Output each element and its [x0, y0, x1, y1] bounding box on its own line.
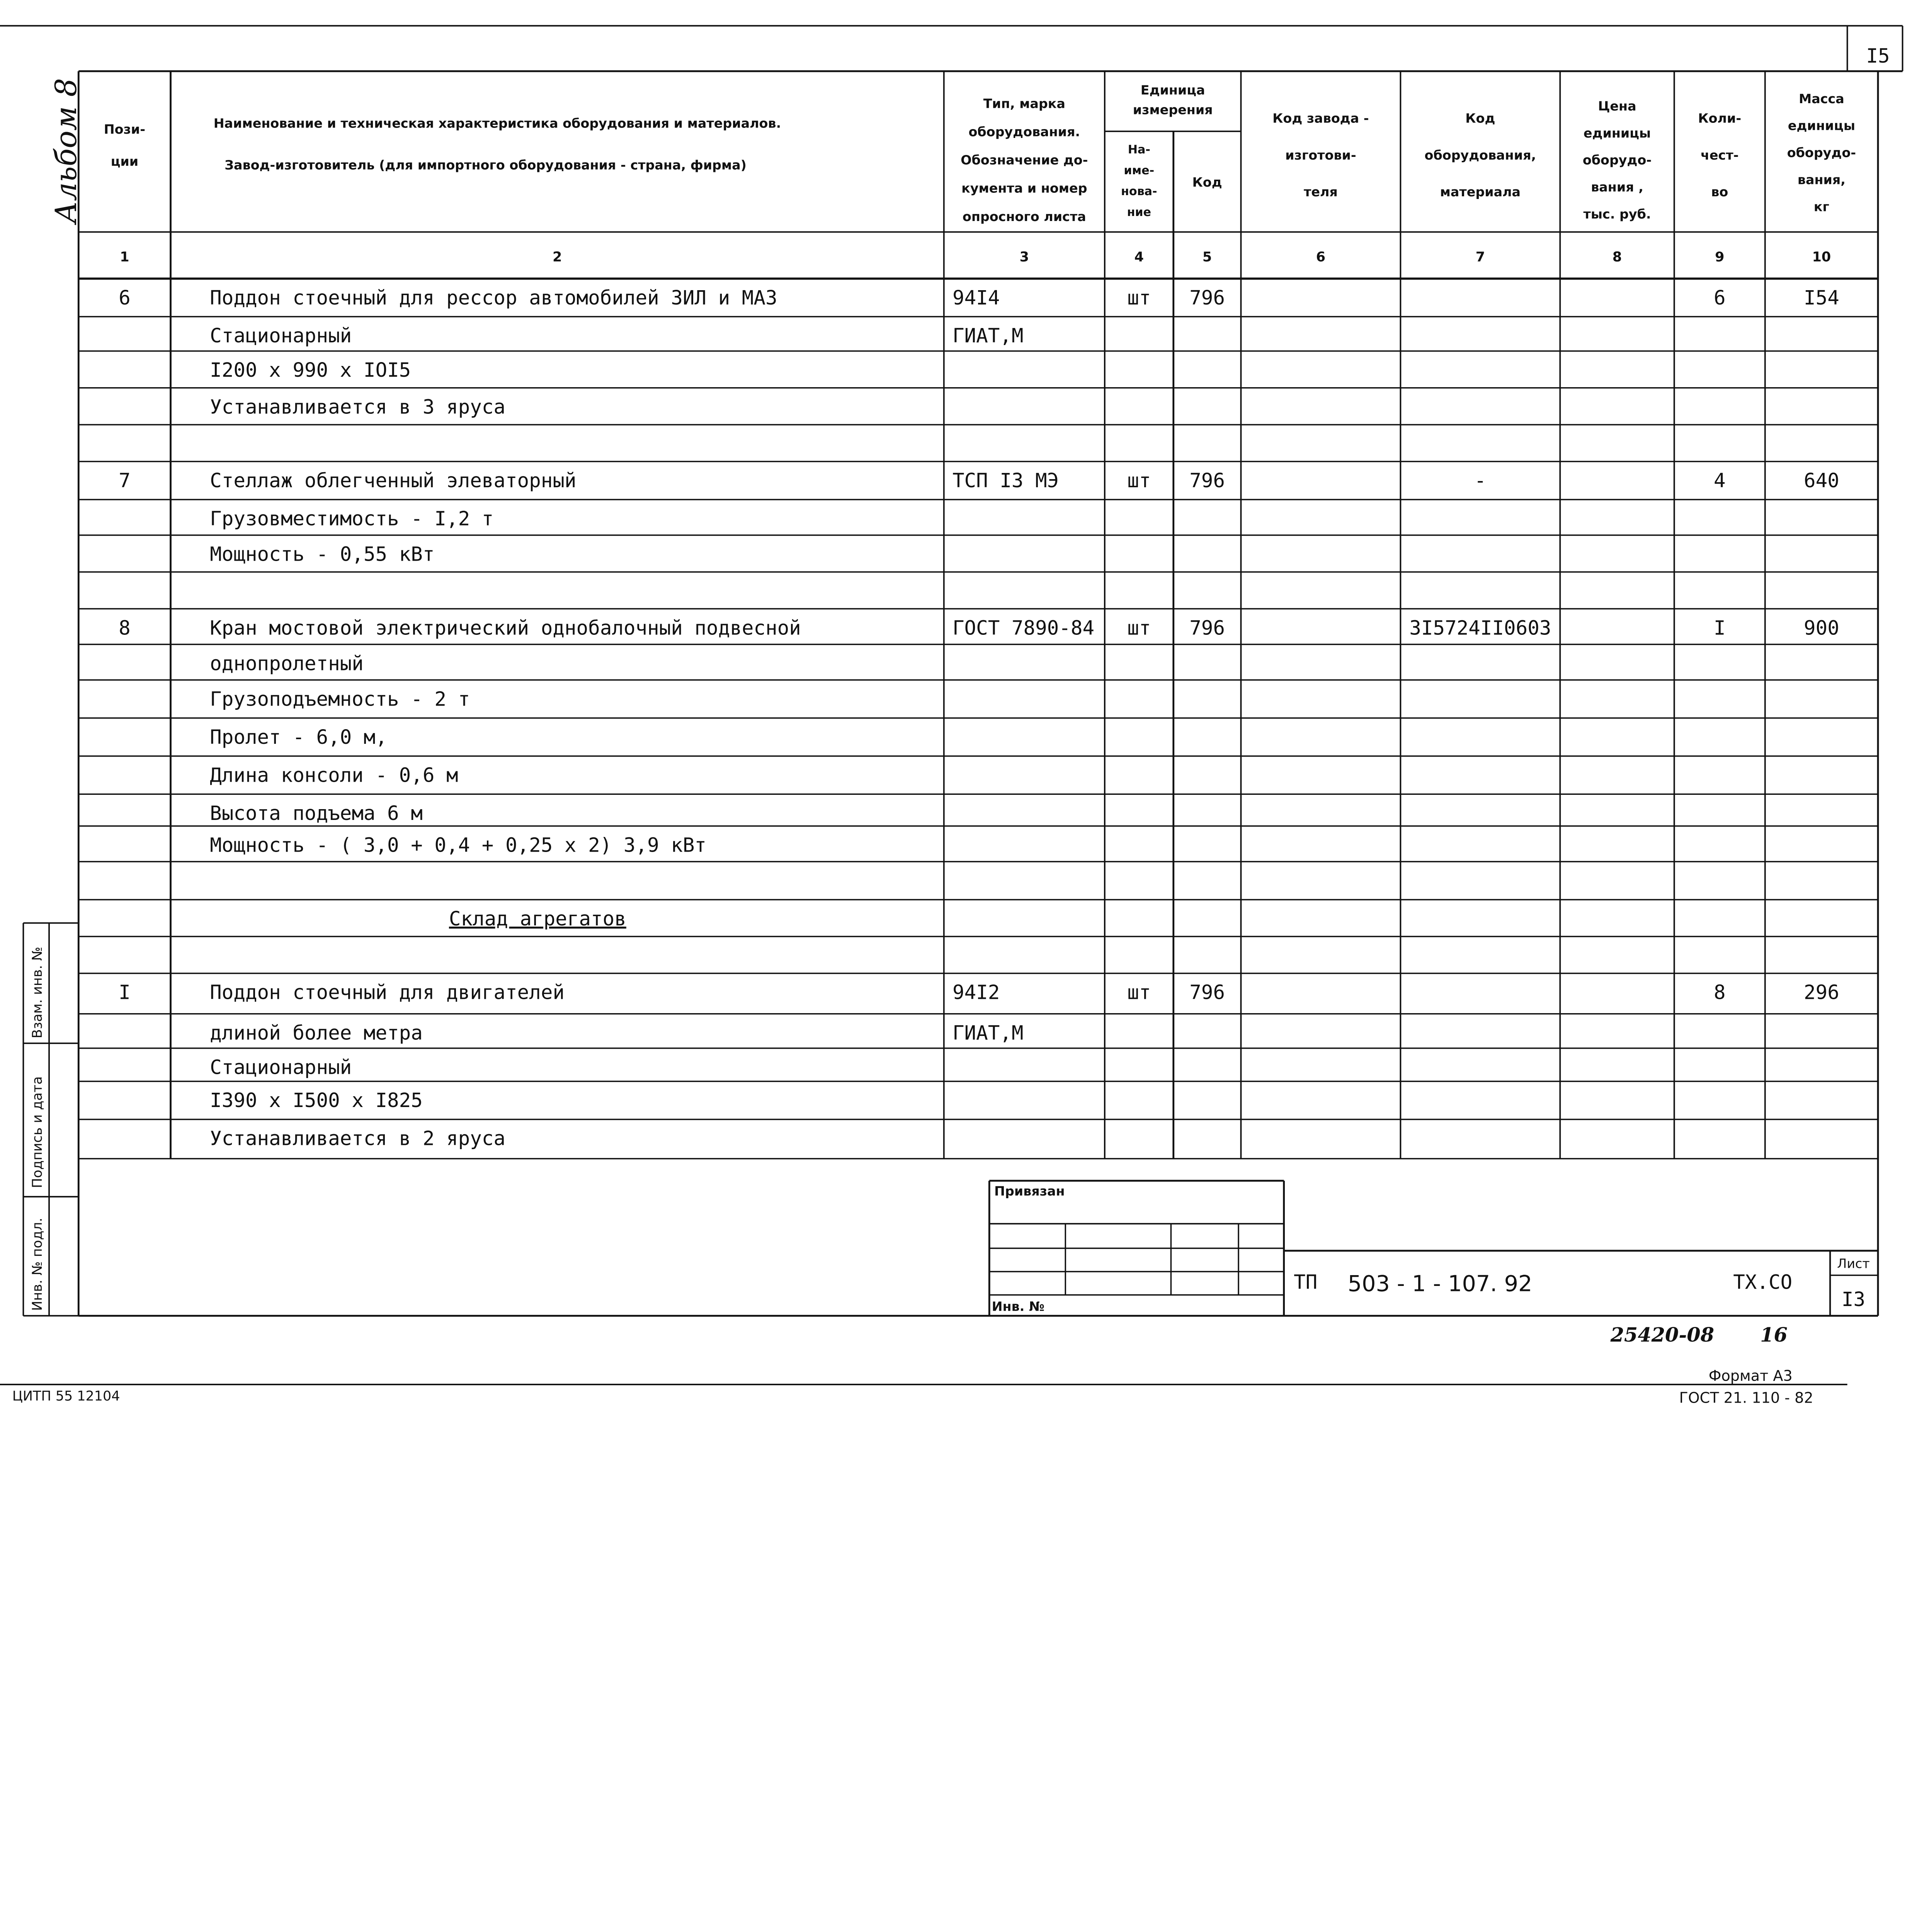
replaced-inv-stamp: Взам. инв. № [30, 947, 46, 1039]
column-number: 6 [1316, 249, 1326, 265]
bound-label: Привязан [994, 1183, 1065, 1199]
row-unit-code: 796 [1189, 981, 1225, 1004]
row-name: Высота подъема 6 м [210, 801, 423, 825]
title-block [989, 1181, 1878, 1316]
row-mass: 640 [1804, 469, 1839, 492]
header-col4: ние [1127, 206, 1152, 219]
doc-number: 503 - 1 - 107. 92 [1347, 1271, 1533, 1297]
row-unit-code: 796 [1189, 616, 1225, 639]
header-col2: Завод-изготовитель (для импортного оборудования - страна, фирма) [225, 157, 747, 173]
sheet-number: I3 [1841, 1287, 1866, 1311]
header-col3: Тип, марка [983, 96, 1065, 111]
row-name: I200 x 990 x IOI5 [210, 359, 411, 382]
row-mass: I54 [1804, 286, 1839, 309]
column-number: 3 [1019, 249, 1029, 265]
header-col4: нова- [1121, 185, 1157, 199]
row-unit-code: 796 [1189, 469, 1225, 492]
row-name: I390 x I500 x I825 [210, 1089, 423, 1112]
header-col8: единицы [1583, 125, 1651, 141]
header-col10: Масса [1799, 91, 1844, 106]
row-unit-code: 796 [1189, 286, 1225, 309]
format-label: Формат А3 [1708, 1367, 1793, 1384]
header-col1: Пози- [104, 122, 146, 137]
row-name: Устанавливается в 3 яруса [210, 395, 505, 418]
header-col8: оборудо- [1582, 152, 1652, 168]
header-col9: Коли- [1698, 111, 1742, 126]
row-name: Грузовместимость - I,2 т [210, 507, 494, 530]
header-col6: изготови- [1285, 147, 1356, 163]
header-col10: кг [1813, 199, 1829, 214]
row-name: Мощность - ( 3,0 + 0,4 + 0,25 x 2) 3,9 кВт [210, 833, 707, 857]
row-quantity: 6 [1713, 286, 1726, 309]
archive-number: 25420-08 [1610, 1323, 1715, 1346]
header-unit_group: Единица [1140, 82, 1205, 98]
row-type: ТСП I3 МЭ [952, 469, 1059, 492]
sign-date-stamp: Подпись и дата [30, 1076, 46, 1188]
header-col10: оборудо- [1787, 145, 1856, 160]
row-equipment-code: 3I5724II0603 [1409, 616, 1551, 639]
row-unit: шт [1127, 981, 1151, 1004]
header-col3: Обозначение до- [961, 152, 1088, 168]
row-mass: 900 [1804, 616, 1839, 639]
column-number: 8 [1612, 249, 1622, 265]
row-quantity: I [1713, 616, 1726, 639]
header-col1: ции [111, 153, 139, 169]
column-number: 4 [1134, 249, 1144, 265]
row-quantity: 8 [1713, 981, 1726, 1004]
row-name: Пролет - 6,0 м, [210, 725, 388, 748]
row-name: Поддон стоечный для двигателей [210, 981, 565, 1004]
header-col9: во [1711, 184, 1728, 200]
row-name: Мощность - 0,55 кВт [210, 543, 435, 566]
header-col4: На- [1128, 143, 1150, 157]
header-col5: Код [1192, 174, 1222, 190]
row-position: I [119, 981, 131, 1004]
header-col3: кумента и номер [961, 180, 1087, 196]
row-position: 7 [119, 469, 131, 492]
row-type: ГОСТ 7890-84 [952, 616, 1095, 639]
header-unit_group: измерения [1133, 102, 1213, 117]
row-unit: шт [1127, 616, 1151, 639]
row-name: Стационарный [210, 324, 352, 347]
org-label: ЦИТП 55 12104 [12, 1388, 120, 1404]
column-number: 9 [1715, 249, 1725, 265]
row-type: 94I2 [952, 981, 1000, 1004]
header-col10: вания, [1797, 172, 1846, 187]
gost-label: ГОСТ 21. 110 - 82 [1679, 1389, 1813, 1406]
row-unit: шт [1127, 469, 1151, 492]
doc-mark: ТХ.СО [1733, 1270, 1793, 1294]
row-position: 8 [119, 616, 131, 639]
row-name: Поддон стоечный для рессор автомобилей ЗИЛ и МАЗ [210, 286, 777, 309]
archive-sheet: 16 [1760, 1323, 1788, 1346]
row-name: Устанавливается в 2 яруса [210, 1127, 505, 1150]
header-col7: Код [1465, 111, 1495, 126]
inv-label: Инв. № [992, 1299, 1045, 1314]
column-number: 7 [1475, 249, 1485, 265]
header-col8: тыс. руб. [1583, 206, 1651, 222]
header-col10: единицы [1788, 118, 1856, 133]
column-number: 10 [1812, 249, 1831, 265]
header-col7: оборудования, [1424, 147, 1536, 163]
row-name: Кран мостовой электрический однобалочный подвесной [210, 616, 801, 639]
spec-table [78, 71, 1878, 1158]
row-name: Стеллаж облегченный элеваторный [210, 469, 577, 492]
header-col6: Код завода - [1272, 111, 1369, 126]
row-type: ГИАТ,М [952, 324, 1024, 347]
header-col8: Цена [1598, 98, 1636, 114]
row-type: 94I4 [952, 286, 1000, 309]
header-col3: оборудования. [968, 124, 1080, 139]
row-mass: 296 [1804, 981, 1839, 1004]
header-col8: вания , [1591, 179, 1643, 195]
column-number: 2 [552, 249, 562, 265]
album-label: Альбом 8 [48, 78, 83, 224]
row-quantity: 4 [1713, 469, 1726, 492]
row-name: однопролетный [210, 652, 364, 675]
column-number: 5 [1202, 249, 1212, 265]
row-type: ГИАТ,М [952, 1021, 1024, 1044]
row-position: 6 [119, 286, 131, 309]
row-equipment-code: - [1474, 469, 1487, 492]
top-sheet-number: I5 [1866, 44, 1890, 68]
header-col3: опросного листа [962, 209, 1086, 224]
row-name: Склад агрегатов [449, 907, 626, 930]
header-col7: материала [1440, 184, 1521, 200]
row-name: Стационарный [210, 1056, 352, 1079]
header-col4: име- [1124, 164, 1155, 178]
header-col2: Наименование и техническая характеристика оборудования и материалов. [213, 116, 781, 131]
row-name: Грузоподъемность - 2 т [210, 687, 470, 711]
row-name: длиной более метра [210, 1021, 423, 1044]
inv-no-stamp: Инв. № подл. [30, 1218, 46, 1311]
header-col9: чест- [1701, 147, 1739, 163]
doc-code: ТП [1294, 1270, 1318, 1294]
column-number: 1 [120, 249, 129, 265]
row-unit: шт [1127, 286, 1151, 309]
row-name: Длина консоли - 0,6 м [210, 764, 458, 787]
header-col6: теля [1304, 184, 1338, 200]
sheet-label: Лист [1837, 1256, 1870, 1271]
